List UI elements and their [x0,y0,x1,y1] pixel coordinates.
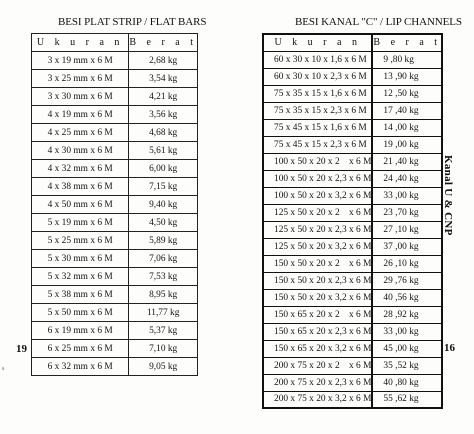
column-header-size: U k u r a n [263,34,372,51]
weight-cell: 37 ,00 kg [372,238,442,255]
table-row [32,124,198,142]
size-cell: 75 x 45 x 15 x 2,3 x 6 M [263,136,372,153]
weight-cell: 24 ,40 kg [372,170,442,187]
table-row [263,51,442,68]
size-cell: 150 x 65 x 20 x 2,3 x 6 M [263,323,372,340]
weight-cell: 9,05 kg [129,358,198,376]
table-row [32,178,198,196]
weight-cell: 9,40 kg [129,196,198,214]
size-cell: 4 x 30 mm x 6 M [32,142,129,160]
table-row [263,221,442,238]
weight-cell: 35 ,52 kg [372,357,442,374]
table-row [32,88,198,106]
weight-cell: 5,37 kg [129,322,198,340]
size-cell: 125 x 50 x 20 x 2 x 6 M [263,204,372,221]
left-page-title: BESI PLAT STRIP / FLAT BARS [58,16,207,28]
size-cell: 150 x 50 x 20 x 3,2 x 6 M [263,289,372,306]
weight-cell: 4,68 kg [129,124,198,142]
size-cell: 200 x 75 x 20 x 2 x 6 M [263,357,372,374]
weight-cell: 28 ,92 kg [372,306,442,323]
table-row [263,323,442,340]
size-cell: 125 x 50 x 20 x 3,2 x 6 M [263,238,372,255]
size-cell: 5 x 32 mm x 6 M [32,268,129,286]
left-page-number: 19 [16,343,27,355]
table-row [263,85,442,102]
table-row [32,322,198,340]
weight-cell: 14 ,00 kg [372,119,442,136]
weight-cell: 12 ,50 kg [372,85,442,102]
weight-cell: 26 ,10 kg [372,255,442,272]
right-page-title: BESI KANAL "C" / LIP CHANNELS [295,16,462,28]
flat-bars-table [31,33,198,376]
size-cell: 4 x 25 mm x 6 M [32,124,129,142]
table-row [263,238,442,255]
weight-cell: 2,68 kg [129,52,198,70]
weight-cell: 8,95 kg [129,286,198,304]
side-section-label: Kanal U & CNP [442,155,454,236]
size-cell: 100 x 50 x 20 x 3,2 x 6 M [263,187,372,204]
right-page-number: 16 [444,342,455,354]
weight-cell: 40 ,80 kg [372,374,442,391]
table-row [263,272,442,289]
size-cell: 200 x 75 x 20 x 2,3 x 6 M [263,374,372,391]
size-cell: 6 x 32 mm x 6 M [32,358,129,376]
size-cell: 5 x 25 mm x 6 M [32,232,129,250]
table-row [32,214,198,232]
weight-cell: 27 ,10 kg [372,221,442,238]
size-cell: 6 x 25 mm x 6 M [32,340,129,358]
table-row [263,119,442,136]
column-header-size: U k u r a n [32,34,129,52]
weight-cell: 17 ,40 kg [372,102,442,119]
table-row [32,160,198,178]
table-row [263,306,442,323]
table-row [32,286,198,304]
size-cell: 75 x 45 x 15 x 1,6 x 6 M [263,119,372,136]
table-row [263,153,442,170]
weight-cell: 33 ,00 kg [372,323,442,340]
weight-cell: 45 ,00 kg [372,340,442,357]
table-row [32,106,198,124]
weight-cell: 55 ,62 kg [372,391,442,408]
weight-cell: 9 ,80 kg [372,51,442,68]
table-row [263,391,442,408]
table-row [263,170,442,187]
weight-cell: 3,54 kg [129,70,198,88]
size-cell: 100 x 50 x 20 x 2,3 x 6 M [263,170,372,187]
weight-cell: 19 ,00 kg [372,136,442,153]
weight-cell: 7,15 kg [129,178,198,196]
size-cell: 150 x 50 x 20 x 2 x 6 M [263,255,372,272]
weight-cell: 7,10 kg [129,340,198,358]
table-row [32,358,198,376]
size-cell: 6 x 19 mm x 6 M [32,322,129,340]
weight-cell: 13 ,90 kg [372,68,442,85]
table-row [263,340,442,357]
weight-cell: 3,56 kg [129,106,198,124]
size-cell: 150 x 65 x 20 x 3,2 x 6 M [263,340,372,357]
table-row [263,102,442,119]
table-row [32,70,198,88]
column-header-weight: B e r a t [129,34,198,52]
table-row [263,255,442,272]
size-cell: 3 x 19 mm x 6 M [32,52,129,70]
weight-cell: 29 ,76 kg [372,272,442,289]
table-header-row [263,34,442,51]
size-cell: 75 x 35 x 15 x 1,6 x 6 M [263,85,372,102]
weight-cell: 6,00 kg [129,160,198,178]
size-cell: 60 x 30 x 10 x 2,3 x 6 M [263,68,372,85]
table-row [263,136,442,153]
table-row [32,232,198,250]
weight-cell: 40 ,56 kg [372,289,442,306]
size-cell: 5 x 50 mm x 6 M [32,304,129,322]
size-cell: 4 x 38 mm x 6 M [32,178,129,196]
size-cell: 100 x 50 x 20 x 2 x 6 M [263,153,372,170]
size-cell: 150 x 50 x 20 x 2,3 x 6 M [263,272,372,289]
size-cell: 150 x 65 x 20 x 2 x 6 M [263,306,372,323]
size-cell: 5 x 19 mm x 6 M [32,214,129,232]
weight-cell: 5,61 kg [129,142,198,160]
table-row [263,204,442,221]
column-header-weight: B e r a t [372,34,442,51]
lip-channels-table [262,33,443,409]
weight-cell: 11,77 kg [129,304,198,322]
table-row [32,340,198,358]
table-row [32,52,198,70]
weight-cell: 7,53 kg [129,268,198,286]
weight-cell: 4,50 kg [129,214,198,232]
weight-cell: 7,06 kg [129,250,198,268]
size-cell: 200 x 75 x 20 x 3,2 x 6 M [263,391,372,408]
table-row [263,187,442,204]
weight-cell: 23 ,70 kg [372,204,442,221]
table-row [32,142,198,160]
table-row [263,374,442,391]
weight-cell: 33 ,00 kg [372,187,442,204]
size-cell: 4 x 32 mm x 6 M [32,160,129,178]
size-cell: 5 x 38 mm x 6 M [32,286,129,304]
table-row [32,268,198,286]
size-cell: 4 x 50 mm x 6 M [32,196,129,214]
table-row [263,68,442,85]
size-cell: 3 x 30 mm x 6 M [32,88,129,106]
size-cell: 75 x 35 x 15 x 2,3 x 6 M [263,102,372,119]
weight-cell: 5,89 kg [129,232,198,250]
table-header-row [32,34,198,52]
weight-cell: 4,21 kg [129,88,198,106]
table-row [263,357,442,374]
size-cell: 60 x 30 x 10 x 1,6 x 6 M [263,51,372,68]
margin-mark: s [2,366,5,372]
weight-cell: 21 ,40 kg [372,153,442,170]
table-row [32,196,198,214]
size-cell: 4 x 19 mm x 6 M [32,106,129,124]
table-row [263,289,442,306]
size-cell: 3 x 25 mm x 6 M [32,70,129,88]
table-row [32,304,198,322]
table-row [32,250,198,268]
size-cell: 125 x 50 x 20 x 2,3 x 6 M [263,221,372,238]
size-cell: 5 x 30 mm x 6 M [32,250,129,268]
